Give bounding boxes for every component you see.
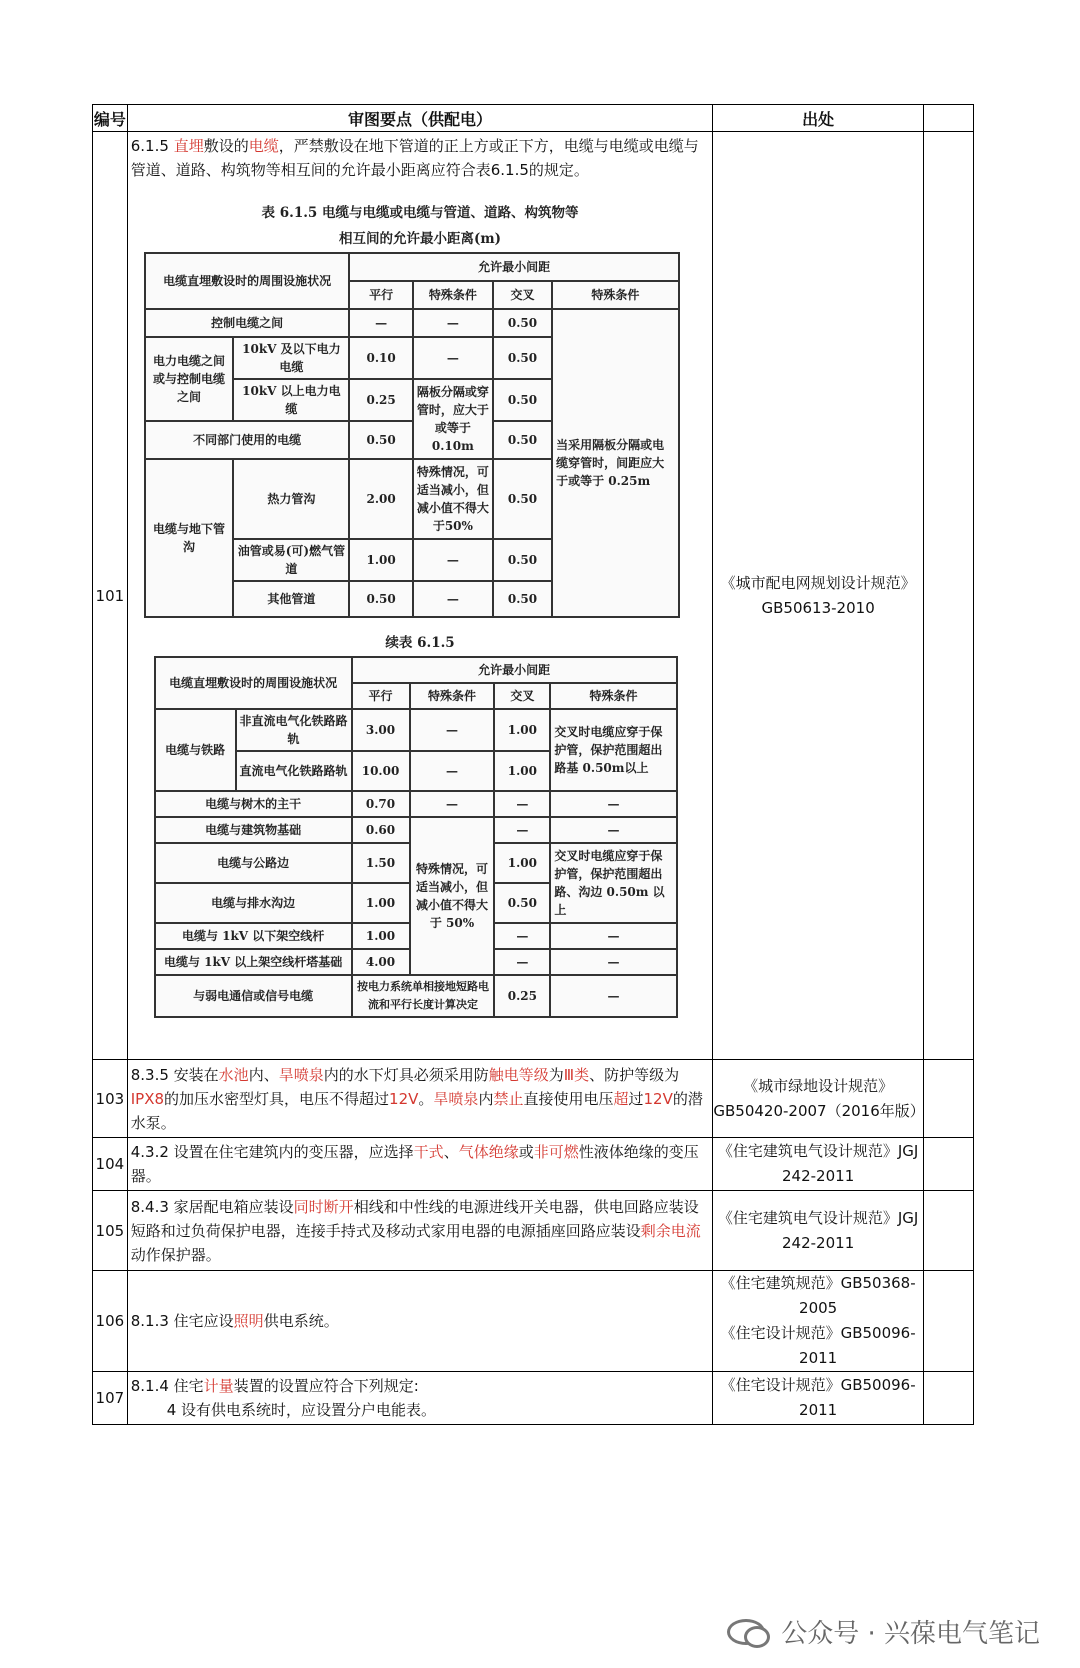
cell-value: — [550, 817, 676, 843]
row-106 [93, 1271, 974, 1372]
row-content [127, 1271, 713, 1372]
cell-value: 1.00 [494, 751, 550, 791]
cell-group: 电力电缆之间或与控制电缆之间 [145, 337, 234, 421]
cell-value: 3.00 [352, 709, 410, 751]
row-source [713, 1372, 924, 1425]
cell-special-merged: 交叉时电缆应穿于保护管，保护范围超出路、沟边 0.50m 以上 [550, 843, 676, 923]
source-line: GB50613-2010 [761, 598, 875, 617]
cell-label: 与弱电通信或信号电缆 [155, 975, 352, 1017]
table2-caption: 续表 6.1.5 [385, 635, 455, 651]
highlight: 水池 [218, 1065, 249, 1084]
cell-value: 0.60 [352, 817, 410, 843]
cell-label: 非直流电气化铁路路轨 [236, 709, 352, 751]
cell-value: — [413, 309, 493, 337]
source-line: GB50420-2007（2016年版） [713, 1101, 925, 1120]
cell-value: 0.50 [349, 581, 412, 617]
cell-value: 0.50 [493, 539, 552, 581]
cell-group: 电缆与铁路 [155, 709, 236, 791]
cell-label: 电缆与建筑物基础 [155, 817, 352, 843]
source-line: 2011 [799, 1401, 838, 1419]
cell-label: 10kV 及以下电力电缆 [233, 337, 349, 379]
watermark [727, 1613, 1040, 1650]
cell-label: 油管或易(可)燃气管道 [233, 539, 349, 581]
th-parallel: 平行 [349, 281, 412, 309]
highlight: Ⅲ类 [563, 1065, 590, 1084]
cell-value: 0.50 [493, 309, 552, 337]
cell-label: 10kV 以上电力电缆 [233, 379, 349, 421]
cell-label: 电缆与树木的主干 [155, 791, 352, 817]
cell-value: 0.50 [493, 379, 552, 421]
cell-label: 电缆与排水沟边 [155, 883, 352, 923]
cell-value: 1.00 [494, 709, 550, 751]
highlight: 超 [613, 1089, 629, 1108]
row-blank [923, 1060, 973, 1138]
text: 或 [518, 1143, 534, 1161]
cell-value: — [413, 337, 493, 379]
cell-special-merged: 交叉时电缆应穿于保护管，保护范围超出路基 0.50m以上 [550, 709, 676, 791]
clause-text [128, 132, 713, 184]
text: 过 [628, 1089, 644, 1108]
source-line: 《住宅建筑规范》GB50368- [720, 1274, 916, 1292]
source-line: 242-2011 [782, 1167, 855, 1185]
cell-value: 0.25 [494, 975, 550, 1017]
th-status: 电缆直埋敷设时的周围设施状况 [145, 253, 350, 309]
cell-value: 1.00 [349, 539, 412, 581]
text: 直接使用电压 [523, 1089, 614, 1108]
cell-special-merged: 隔板分隔或穿管时，应大于或等于 0.10m [413, 379, 493, 459]
row-blank [923, 1271, 973, 1372]
text: 敷设的 [203, 137, 249, 155]
highlight: 非可燃 [533, 1143, 579, 1161]
cell-special-merged: 特殊情况，可适当减小，但减小值不得大于50% [413, 459, 493, 539]
row-num: 103 [93, 1060, 128, 1138]
row-103 [93, 1060, 974, 1138]
cell-label: 控制电缆之间 [145, 309, 350, 337]
header-blank [923, 105, 973, 132]
source-line: 2011 [799, 1349, 838, 1367]
source-line: 《城市绿地设计规范》 [743, 1076, 894, 1095]
caption-line: 表 6.1.5 电缆与电缆或电缆与管道、道路、构筑物等 [261, 205, 579, 221]
cell-value: — [494, 949, 550, 975]
cell-label: 不同部门使用的电缆 [145, 421, 350, 459]
cell-value: — [413, 581, 493, 617]
highlight: IPX8 [130, 1089, 165, 1108]
cell-value: — [550, 791, 676, 817]
text: 8.1.4 住宅 [130, 1377, 204, 1395]
th-cross: 交叉 [493, 281, 552, 309]
cell-special-merged: 特殊情况，可适当减小，但减小值不得大于 50% [410, 817, 495, 975]
table1-caption [132, 200, 709, 252]
cell-value: — [410, 751, 495, 791]
row-source [713, 1138, 924, 1191]
highlight: 计量 [203, 1377, 234, 1395]
th-parallel: 平行 [352, 683, 410, 709]
th-cross: 交叉 [494, 683, 550, 709]
text: 、 [443, 1143, 459, 1161]
highlight: 禁止 [493, 1089, 524, 1108]
cell-value: — [494, 791, 550, 817]
cell-value: 0.70 [352, 791, 410, 817]
text: 8.1.3 住宅应设 [130, 1312, 234, 1330]
row-107 [93, 1372, 974, 1425]
cell-value: 0.50 [493, 421, 552, 459]
cell-value: 1.00 [352, 883, 410, 923]
cell-label: 电缆与 1kV 以下架空线杆 [155, 923, 352, 949]
row-104 [93, 1138, 974, 1191]
cell-value: 1.50 [352, 843, 410, 883]
th-status: 电缆直埋敷设时的周围设施状况 [155, 657, 352, 709]
text: 4.3.2 设置在住宅建筑内的变压器，应选择 [130, 1143, 414, 1161]
cell-label: 电缆与公路边 [155, 843, 352, 883]
cell-label: 直流电气化铁路路轨 [236, 751, 352, 791]
cell-value: 0.50 [493, 581, 552, 617]
source-line: 《住宅设计规范》GB50096- [720, 1376, 916, 1394]
highlight: 照明 [233, 1312, 264, 1330]
row-content [127, 1060, 713, 1138]
highlight: 剩余电流 [640, 1221, 701, 1240]
cell-value: — [550, 923, 676, 949]
cell-value: 2.00 [349, 459, 412, 539]
highlight: 12V [389, 1089, 419, 1108]
row-num: 104 [93, 1138, 128, 1191]
row-num: 101 [93, 132, 128, 1060]
header-num: 编号 [93, 105, 128, 132]
text-line [131, 1374, 710, 1398]
distance-table-1 [144, 252, 680, 618]
row-content [127, 1191, 713, 1271]
caption-line: 相互间的允许最小距离(m) [339, 231, 502, 247]
th-allow: 允许最小间距 [349, 253, 678, 281]
cell-value: 0.25 [349, 379, 412, 421]
source-line: 242-2011 [782, 1233, 855, 1252]
text: 供电系统。 [263, 1312, 339, 1330]
th-special2: 特殊条件 [552, 281, 679, 309]
cell-value: 10.00 [352, 751, 410, 791]
cell-label: 其他管道 [233, 581, 349, 617]
cell-value: 0.50 [349, 421, 412, 459]
highlight: 电缆 [248, 137, 279, 155]
text: 相线和中性线的电源进线开关电器，供电回路应装设短路和过负荷保护电器，连接手持式及移动式家用电器的电源插座回路应装设 [130, 1197, 699, 1240]
review-table [92, 104, 974, 1425]
cell-value: — [494, 923, 550, 949]
cell-value: 4.00 [352, 949, 410, 975]
row-source [713, 1271, 924, 1372]
cell-value: 0.50 [493, 337, 552, 379]
row-content [127, 132, 713, 1060]
th-special2: 特殊条件 [550, 683, 676, 709]
text: 的加压水密型灯具，电压不得超过 [164, 1089, 390, 1108]
cell-value: — [349, 309, 412, 337]
cell-value: — [550, 975, 676, 1017]
row-source [713, 1060, 924, 1138]
source-line: 《住宅设计规范》GB50096- [720, 1324, 916, 1342]
th-allow: 允许最小间距 [352, 657, 677, 683]
cell-value: — [410, 791, 495, 817]
header-content: 审图要点（供配电） [127, 105, 713, 132]
cell-group: 电缆与地下管沟 [145, 459, 234, 617]
row-source [713, 1191, 924, 1271]
text: 、防护等级为 [589, 1065, 680, 1084]
cell-value: — [413, 539, 493, 581]
cell-value: — [410, 709, 495, 751]
text-line: 4 设有供电系统时，应设置分户电能表。 [166, 1401, 437, 1419]
row-blank [923, 1372, 973, 1425]
row-105 [93, 1191, 974, 1271]
text: 。 [418, 1089, 434, 1108]
text: 装置的设置应符合下列规定: [233, 1377, 419, 1395]
cell-special-merged: 当采用隔板分隔或电缆穿管时，间距应大于或等于 0.25m [552, 309, 679, 617]
highlight: 触电等级 [488, 1065, 549, 1084]
cell-label: 热力管沟 [233, 459, 349, 539]
text: 动作保护器。 [130, 1245, 221, 1264]
watermark-text: 公众号 · 兴葆电气笔记 [781, 1619, 1040, 1649]
row-content [127, 1138, 713, 1191]
source-line: 《住宅建筑电气设计规范》JGJ [717, 1142, 919, 1160]
cell-label: 电缆与 1kV 以上架空线杆塔基础 [155, 949, 352, 975]
highlight: 12V [643, 1089, 673, 1108]
text: 的潜水泵。 [130, 1089, 703, 1132]
source-line: 2005 [799, 1299, 838, 1317]
highlight: 同时断开 [293, 1197, 354, 1216]
th-special: 特殊条件 [413, 281, 493, 309]
cell-value: 1.00 [352, 923, 410, 949]
text: 8.3.5 安装在 [130, 1065, 219, 1084]
source-line: 《住宅建筑电气设计规范》JGJ [717, 1208, 919, 1227]
source-line: 《城市配电网规划设计规范》 [720, 573, 916, 592]
row-content [127, 1372, 713, 1425]
highlight: 直埋 [173, 137, 204, 155]
scanned-tables [128, 184, 713, 1028]
highlight: 气体绝缘 [458, 1143, 519, 1161]
text: 内的水下灯具必须采用防 [323, 1065, 489, 1084]
th-special: 特殊条件 [410, 683, 495, 709]
row-blank [923, 132, 973, 1060]
text: 内、 [248, 1065, 279, 1084]
clause-id: 6.1.5 [130, 137, 169, 155]
row-num: 106 [93, 1271, 128, 1372]
distance-table-2 [154, 656, 678, 1018]
row-num: 107 [93, 1372, 128, 1425]
row-source [713, 132, 924, 1060]
highlight: 旱喷泉 [278, 1065, 324, 1084]
text: 内 [478, 1089, 494, 1108]
row-blank [923, 1191, 973, 1271]
cell-value: 0.10 [349, 337, 412, 379]
highlight: 干式 [413, 1143, 444, 1161]
text: ，严禁敷设在地下管道的正上方或正下方，电缆与电缆或电缆与管道、道路、构筑物等相互间的允许最小距离应符合表6.1.5的规定。 [130, 137, 699, 179]
row-101 [93, 132, 974, 1060]
header-source: 出处 [713, 105, 924, 132]
cell-value: 1.00 [494, 843, 550, 883]
cell-value: — [494, 817, 550, 843]
highlight: 旱喷泉 [433, 1089, 479, 1108]
row-num: 105 [93, 1191, 128, 1271]
cell-value: 0.50 [494, 883, 550, 923]
cell-value: 按电力系统单相接地短路电流和平行长度计算决定 [352, 975, 495, 1017]
text: 8.4.3 家居配电箱应装设 [130, 1197, 294, 1216]
row-blank [923, 1138, 973, 1191]
header-row [93, 105, 974, 132]
cell-value: 0.50 [493, 459, 552, 539]
text: 为 [548, 1065, 564, 1084]
wechat-icon [727, 1619, 765, 1645]
cell-value: — [550, 949, 676, 975]
text: 性液体绝缘的变压器。 [130, 1143, 699, 1185]
